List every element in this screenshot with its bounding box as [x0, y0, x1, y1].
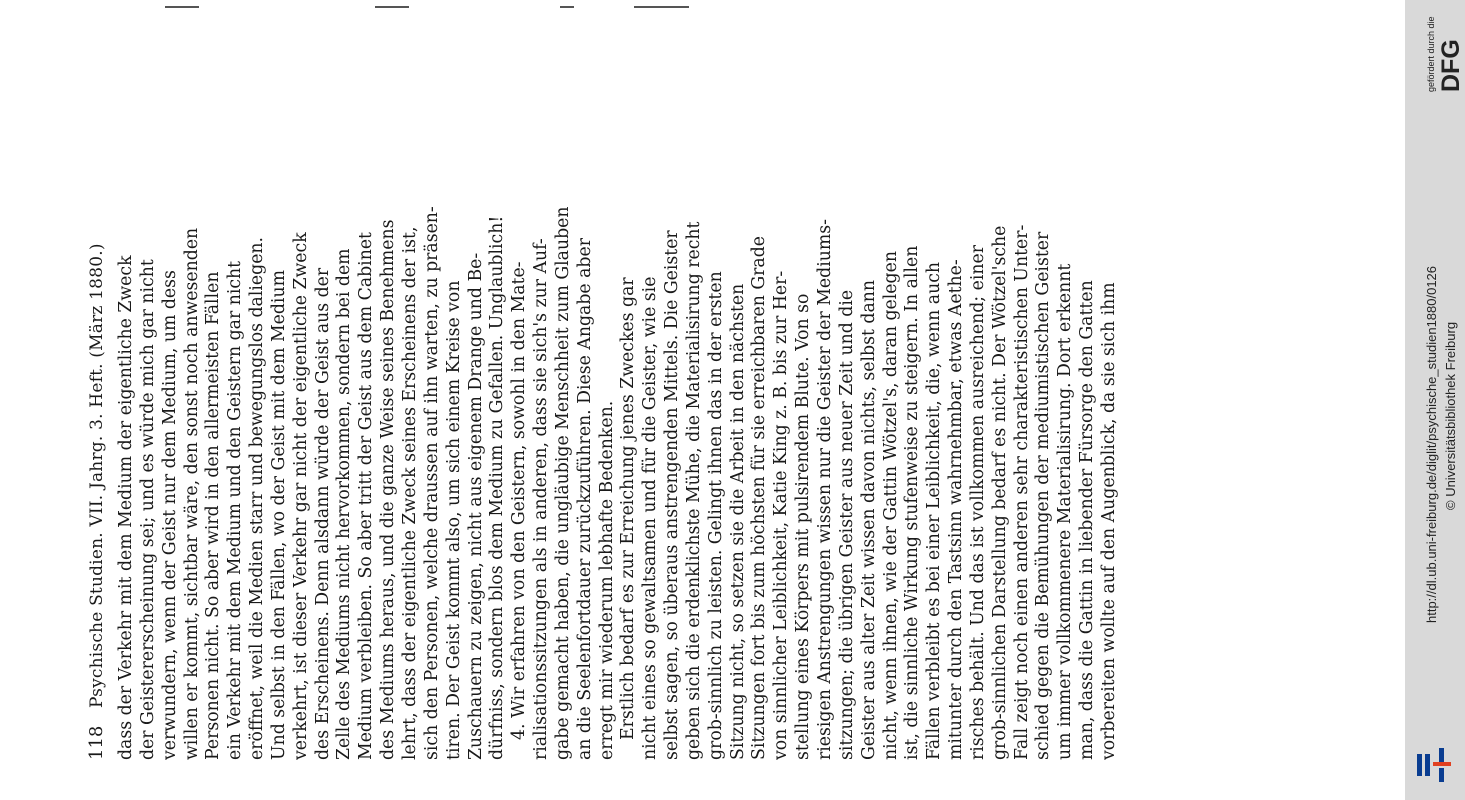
running-title: Psychische Studien. VII. Jahrg. 3. Heft. (März 1880.) — [87, 243, 107, 708]
text-line: Geister aus alter Zeit wissen davon nichts, selbst dann — [858, 279, 879, 760]
text-line: eröffnet, weil die Medien starr und bewegungslos daliegen. — [247, 236, 268, 760]
funded-by-text: gefördert durch die — [1426, 16, 1436, 92]
text-line: der Geistererscheinung sei; und es würde mich gar nicht — [137, 259, 158, 760]
text-line: mitunter durch den Tastsinn wahrnehmbar, etwas Aethe- — [946, 259, 967, 760]
dfg-logo-text: DFG — [1437, 39, 1465, 92]
text-line: Erstlich bedarf es zur Erreichung jenes Zweckes gar — [618, 277, 639, 740]
text-line: dass der Verkehr mit dem Medium der eigentliche Zweck — [116, 255, 136, 760]
text-line: Zelle des Mediums nicht hervorkommen, sondern bei dem — [334, 248, 355, 760]
text-line: sitzungen; die übrigen Geister aus neuer Zeit und die — [836, 289, 857, 760]
rotated-page-content — [86, 100, 1121, 760]
text-line: Sitzungen fort bis zum höchsten für sie erreichbaren Grade — [749, 236, 770, 760]
text-line: grob-sinnlich zu leisten. Gelingt ihnen das in der ersten — [705, 271, 726, 760]
scan-mark — [634, 6, 689, 8]
text-line: des Mediums heraus, und die ganze Weise seines Benehmens — [378, 219, 399, 760]
source-url-link[interactable]: http://dl.ub.uni-freiburg.de/diglit/psychische_studien1880/0126 — [1424, 265, 1439, 623]
scan-mark — [165, 6, 199, 8]
text-line: nicht, wenn ihnen, wie der Gattin Wötzel's, daran gelegen — [880, 251, 901, 760]
text-line: schied gegen die Bemühungen der mediumistischen Geister — [1033, 231, 1054, 760]
text-line: Und selbst in den Fällen, wo der Geist mit dem Medium — [268, 270, 289, 760]
text-line: Personen nicht. So aber wird in den allermeisten Fällen — [203, 271, 224, 760]
text-line: selbst sagen, so überaus anstrengenden Mittels. Die Geister — [662, 230, 683, 760]
text-line: geben sich die erdenklichste Mühe, die Materialisirung recht — [683, 221, 704, 760]
text-line: des Erscheinens. Denn alsdann würde der Geist aus der — [312, 267, 333, 760]
text-line: nicht eines so gewaltsamen und für die Geister, wie sie — [640, 276, 661, 760]
text-line: um immer vollkommenere Materialisirung. Dort erkennt — [1055, 263, 1076, 760]
text-line: Zuschauern zu zeigen, nicht aus eigenem Drange und Be- — [465, 252, 486, 760]
text-line: riesigen Anstrengungen wissen nur die Geister der Mediums- — [815, 219, 835, 760]
text-line: sich den Personen, welche draussen auf ihn warten, zu präsen- — [421, 206, 442, 760]
text-line: man, dass die Gattin in liebender Fürsorge den Gatten — [1077, 280, 1098, 760]
page-number: 118 — [86, 725, 107, 760]
text-line: verwundern, wenn der Geist nur dem Medium, um dess — [159, 270, 180, 760]
text-line: risches behält. Und das ist vollkommen ausreichend; einer — [967, 245, 988, 760]
text-line: ist, die sinnliche Wirkung stufenweise zu steigern. In allen — [902, 245, 923, 760]
text-line: von sinnlicher Leiblichkeit, Katie King z. B. bis zur Her- — [771, 270, 792, 760]
text-line: rialisationssitzungen als in anderen, dass sie sich's zur Auf- — [531, 238, 552, 760]
body-text — [116, 100, 1121, 760]
scan-mark — [375, 6, 409, 8]
text-line: grob-sinnlichen Darstellung bedarf es nicht. Der Wötzel'sche — [989, 225, 1010, 760]
ub-freiburg-logo-icon — [1417, 746, 1461, 784]
text-line: Medium verbleiben. So aber tritt der Geist aus dem Cabinet — [356, 231, 377, 760]
text-line: gabe gemacht haben, die ungläubige Menschheit zum Glauben — [552, 206, 573, 760]
text-line: verkehrt, ist dieser Verkehr gar nicht der eigentliche Zweck — [290, 232, 311, 760]
text-line: tiren. Der Geist kommt also, um sich einem Kreise von — [443, 280, 464, 760]
text-line: vorbereiten wollte auf den Augenblick, da sie sich ihm — [1098, 282, 1119, 760]
text-line: lehrt, dass der eigentliche Zweck seines Erscheinens der ist, — [399, 226, 420, 760]
text-line: 4. Wir erfahren von den Geistern, sowohl in den Mate- — [509, 261, 530, 740]
text-line: dürfniss, sondern blos dem Medium zu Gefallen. Unglaublich! — [487, 215, 508, 760]
text-line: stellung eines Körpers mit pulsirendem Blute. Von so — [793, 293, 814, 760]
text-line: Sitzung nicht, so setzen sie die Arbeit in den nächsten — [727, 283, 748, 760]
page-header — [86, 100, 110, 760]
scan-mark — [560, 6, 574, 8]
text-line: erregt mir wiederum lebhafte Bedenken. — [596, 400, 617, 760]
text-line: ein Verkehr mit dem Medium und den Geistern gar nicht — [225, 260, 246, 760]
text-line: willen er kommt, sichtbar wäre, den sonst noch anwesenden — [181, 227, 202, 760]
copyright-text: © Universitätsbibliothek Freiburg — [1443, 321, 1458, 510]
text-line: Fall zeigt noch einen anderen sehr charakteristischen Unter- — [1011, 224, 1032, 760]
text-line: Fällen verbleibt es bei einer Leiblichkeit, die, wenn auch — [924, 261, 945, 760]
text-line: an die Seelenfortdauer zurückzuführen. Diese Angabe aber — [574, 238, 595, 760]
